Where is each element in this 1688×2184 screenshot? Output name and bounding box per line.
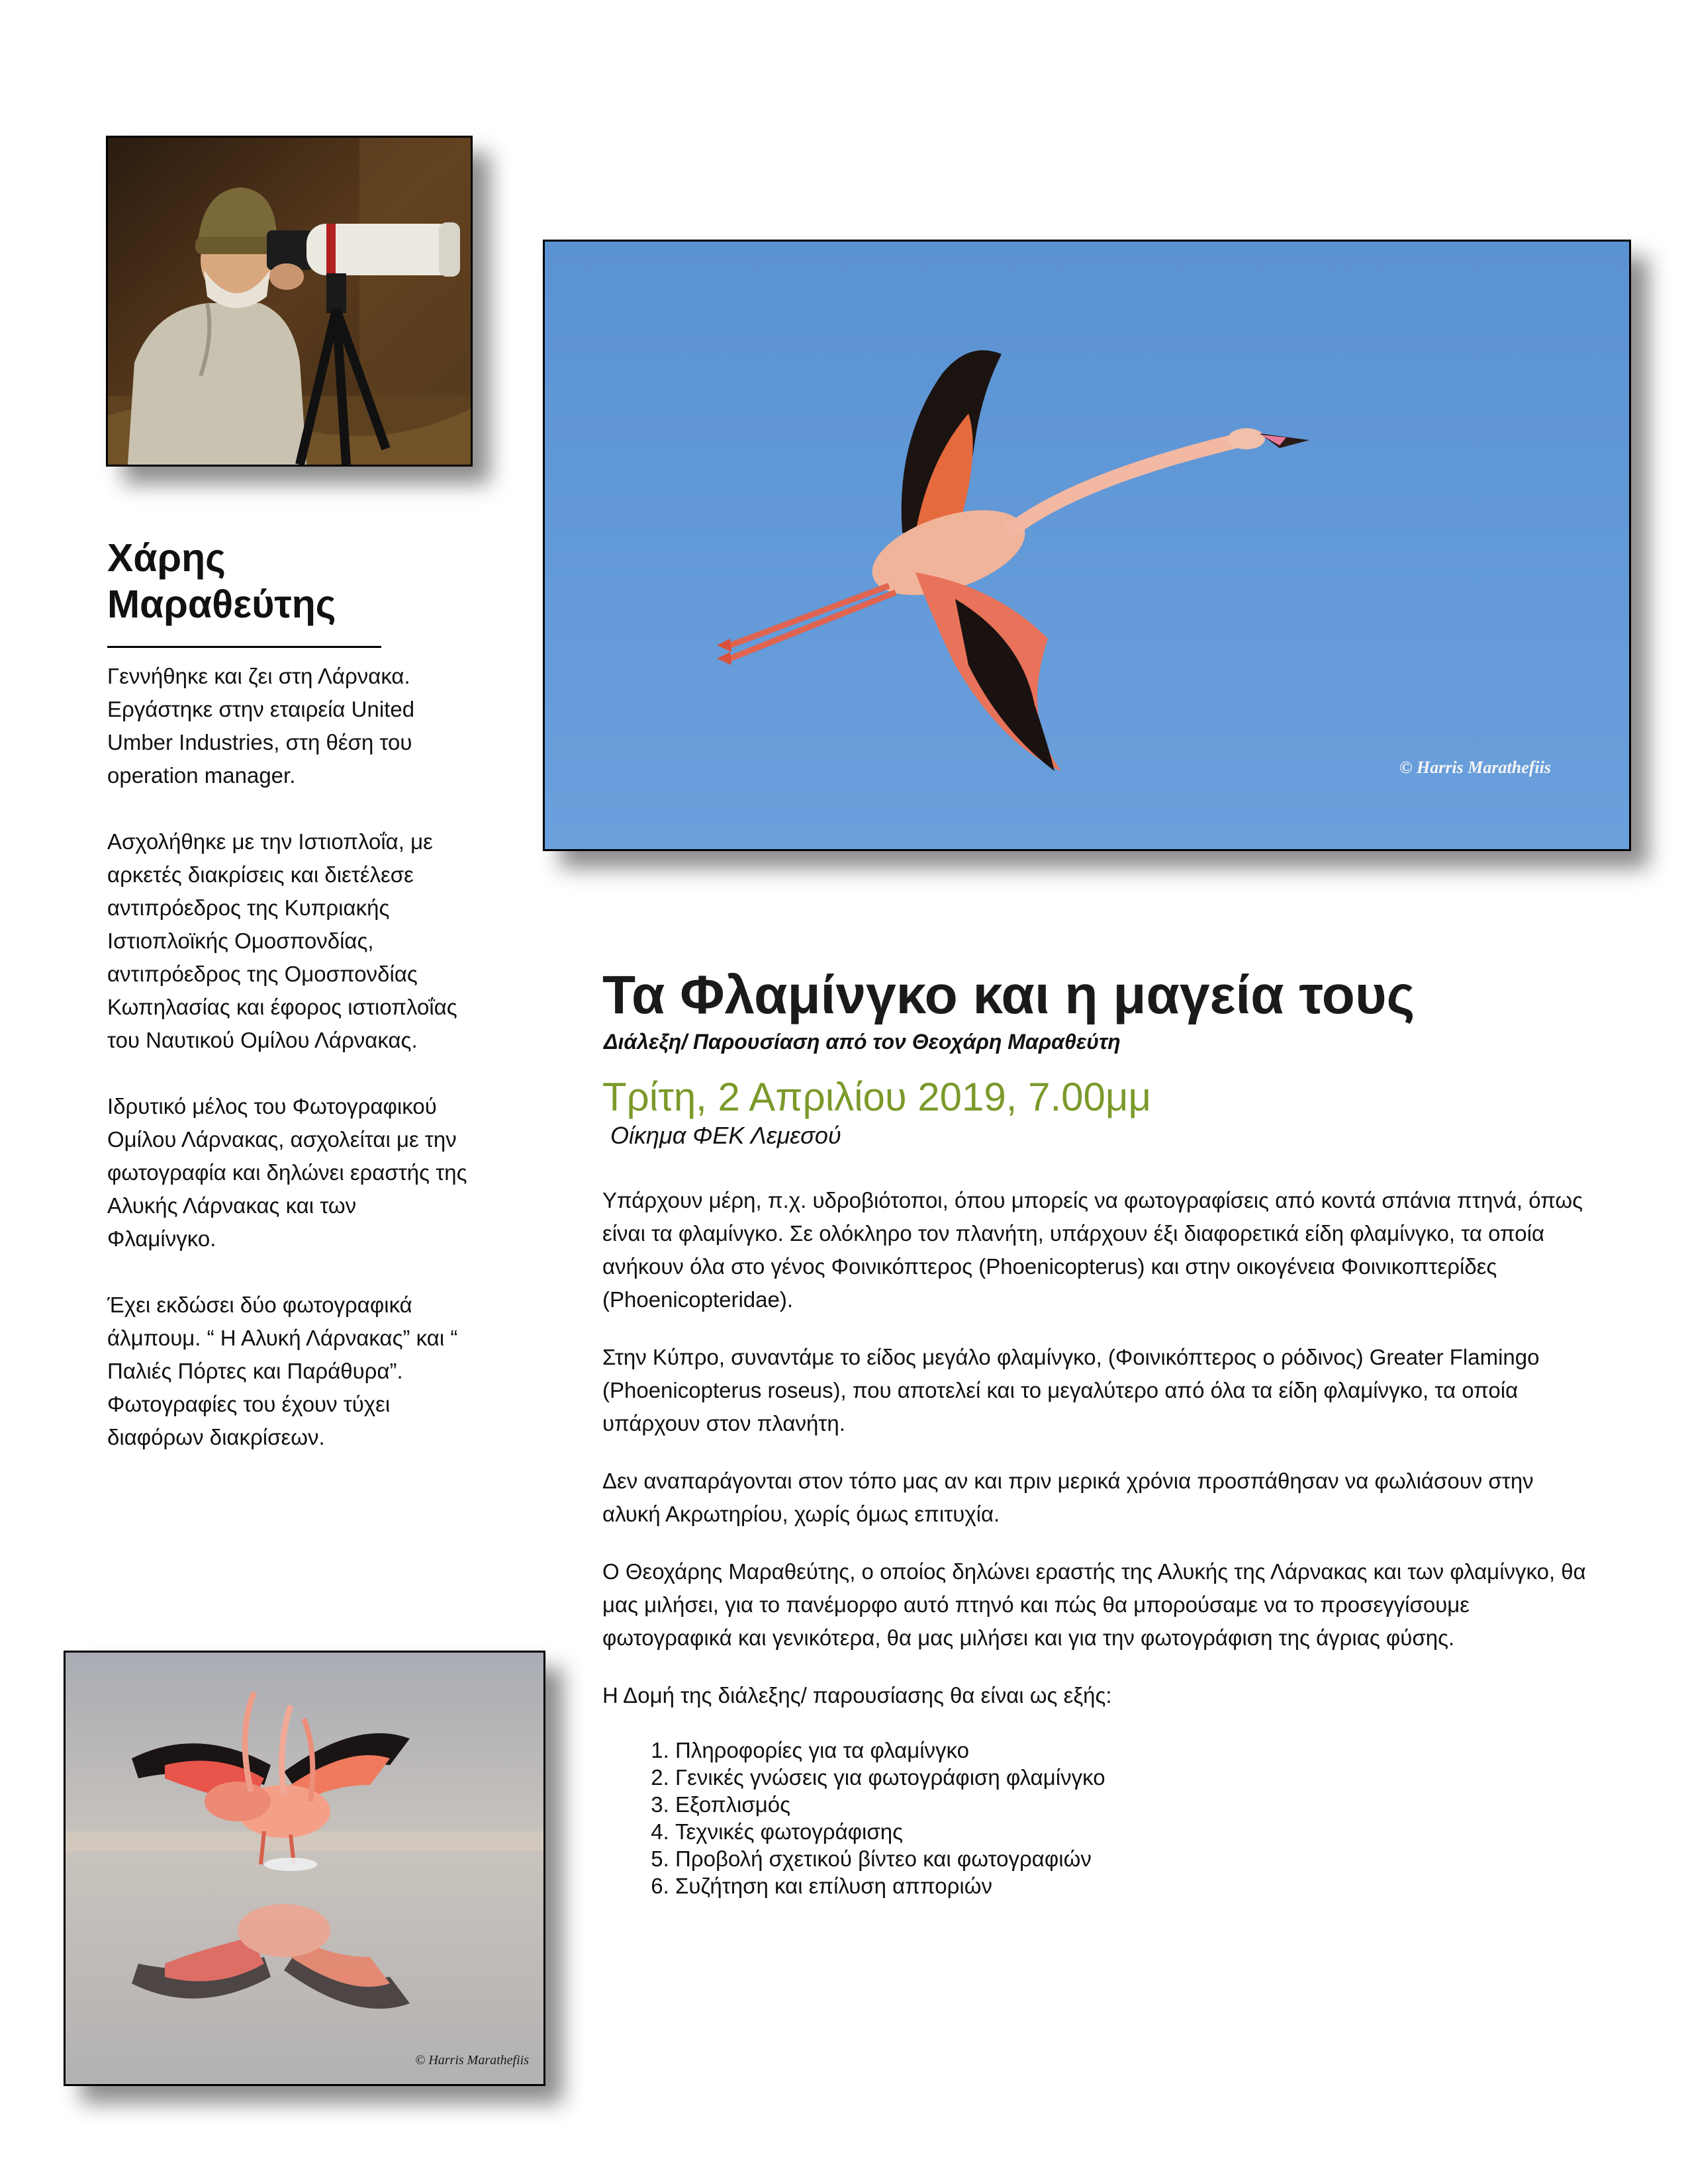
reflection-photo-watermark: © Harris Marathefiis	[415, 2053, 529, 2068]
description-paragraph: Υπάρχουν μέρη, π.χ. υδροβιότοποι, όπου μπορείς να φωτογραφίσεις από κοντά σπάνια πτηνά, όπως είναι τα φλαμίνγκο. Σε ολόκληρο τον πλανήτη, υπάρχουν έξι διαφορετικά είδη φλαμίνγκο, τα οποία ανήκουν όλα στο γένος Φοινικόπτερος (Phoenicopterus) και στην οικογένεια Φοινικοπτερίδες (Phoenicopteridae).	[602, 1188, 1583, 1312]
outline-item: 3. Εξοπλισμός	[675, 1791, 1589, 1818]
biography-section	[107, 535, 468, 1487]
outline-item: 5. Προβολή σχετικού βίντεο και φωτογραφιών	[675, 1845, 1589, 1872]
event-venue: Οίκημα ΦΕΚ Λεμεσού	[610, 1122, 841, 1149]
description-paragraph: Ο Θεοχάρης Μαραθεύτης, ο οποίος δηλώνει εραστής της Αλυκής της Λάρνακας και των φλαμίνγκο, θα μας μιλήσει, για το πανέμορφο αυτό πτηνό και πώς θα μπορούσαμε να το προσεγγίσουμε φωτογραφικά και γενικότερα, θα μας μιλήσει και για την φωτογράφιση της άγριας φύσης.	[602, 1559, 1586, 1650]
event-section	[602, 962, 1589, 1899]
description-paragraph: Στην Κύπρο, συναντάμε το είδος μεγάλο φλαμίνγκο, (Φοινικόπτερος ο ρόδινος) Greater Flamingo (Phoenicopterus roseus), που αποτελεί και το μεγαλύτερο από όλα τα είδη φλαμίνγκο, τα οποία υπάρχουν στον πλανήτη.	[602, 1345, 1540, 1435]
event-date: Τρίτη, 2 Απριλίου 2019, 7.00μμ	[602, 1075, 1152, 1119]
photographer-name	[107, 535, 468, 627]
bio-paragraph: Ασχολήθηκε με την Ιστιοπλοΐα, με αρκετές διακρίσεις και διετέλεσε αντιπρόεδρος της Κυπριακής Ιστιοπλοϊκής Ομοσπονδίας, αντιπρόεδρος της Ομοσπονδίας Κωπηλασίας και έφορος ιστιοπλοΐας του Ναυτικού Ομίλου Λάρνακας.	[107, 829, 457, 1052]
event-title: Τα Φλαμίνγκο και η μαγεία τους	[602, 965, 1415, 1025]
biography-text	[107, 660, 468, 1454]
flamingo-reflection-photo	[64, 1651, 545, 2086]
photographer-portrait-photo	[106, 136, 473, 467]
outline-item: 2. Γενικές γνώσεις για φωτογράφιση φλαμίνγκο	[675, 1764, 1589, 1791]
name-divider	[107, 646, 381, 648]
bio-paragraph: Έχει εκδώσει δύο φωτογραφικά άλμπουμ. “ Η Αλυκή Λάρνακας” και “ Παλιές Πόρτες και Παράθυρα”. Φωτογραφίες του έχουν τύχει διαφόρων διακρίσεων.	[107, 1293, 458, 1449]
event-subtitle: Διάλεξη/ Παρουσίαση από τον Θεοχάρη Μαραθεύτη	[604, 1030, 1121, 1054]
flamingo-reflection-image	[66, 1653, 543, 2084]
name-line-first: Χάρης	[107, 536, 226, 580]
flamingo-flight-photo	[543, 240, 1631, 851]
outline-item: 4. Τεχνικές φωτογράφισης	[675, 1818, 1589, 1845]
flight-photo-watermark: © Harris Marathefiis	[1399, 758, 1551, 777]
bio-paragraph: Ιδρυτικό μέλος του Φωτογραφικού Ομίλου Λάρνακας, ασχολείται με την φωτογραφία και δηλώνει εραστής της Αλυκής Λάρνακας και των Φλαμίνγκο.	[107, 1094, 467, 1251]
description-paragraph: Δεν αναπαράγονται στον τόπο μας αν και πριν μερικά χρόνια προσπάθησαν να φωλιάσουν στην αλυκή Ακρωτηρίου, χωρίς όμως επιτυχία.	[602, 1469, 1534, 1526]
bio-paragraph: Γεννήθηκε και ζει στη Λάρνακα. Εργάστηκε στην εταιρεία United Umber Industries, στη θέση του operation manager.	[107, 664, 415, 788]
name-line-last: Μαραθεύτης	[107, 582, 336, 626]
description-paragraph: Η Δομή της διάλεξης/ παρουσίασης θα είναι ως εξής:	[602, 1683, 1112, 1707]
photographer-portrait-image	[108, 138, 471, 465]
outline-item: 6. Συζήτηση και επίλυση απποριών	[675, 1872, 1589, 1899]
presentation-outline	[602, 1737, 1589, 1899]
event-description	[602, 1184, 1589, 1712]
outline-item: 1. Πληροφορίες για τα φλαμίνγκο	[675, 1737, 1589, 1764]
